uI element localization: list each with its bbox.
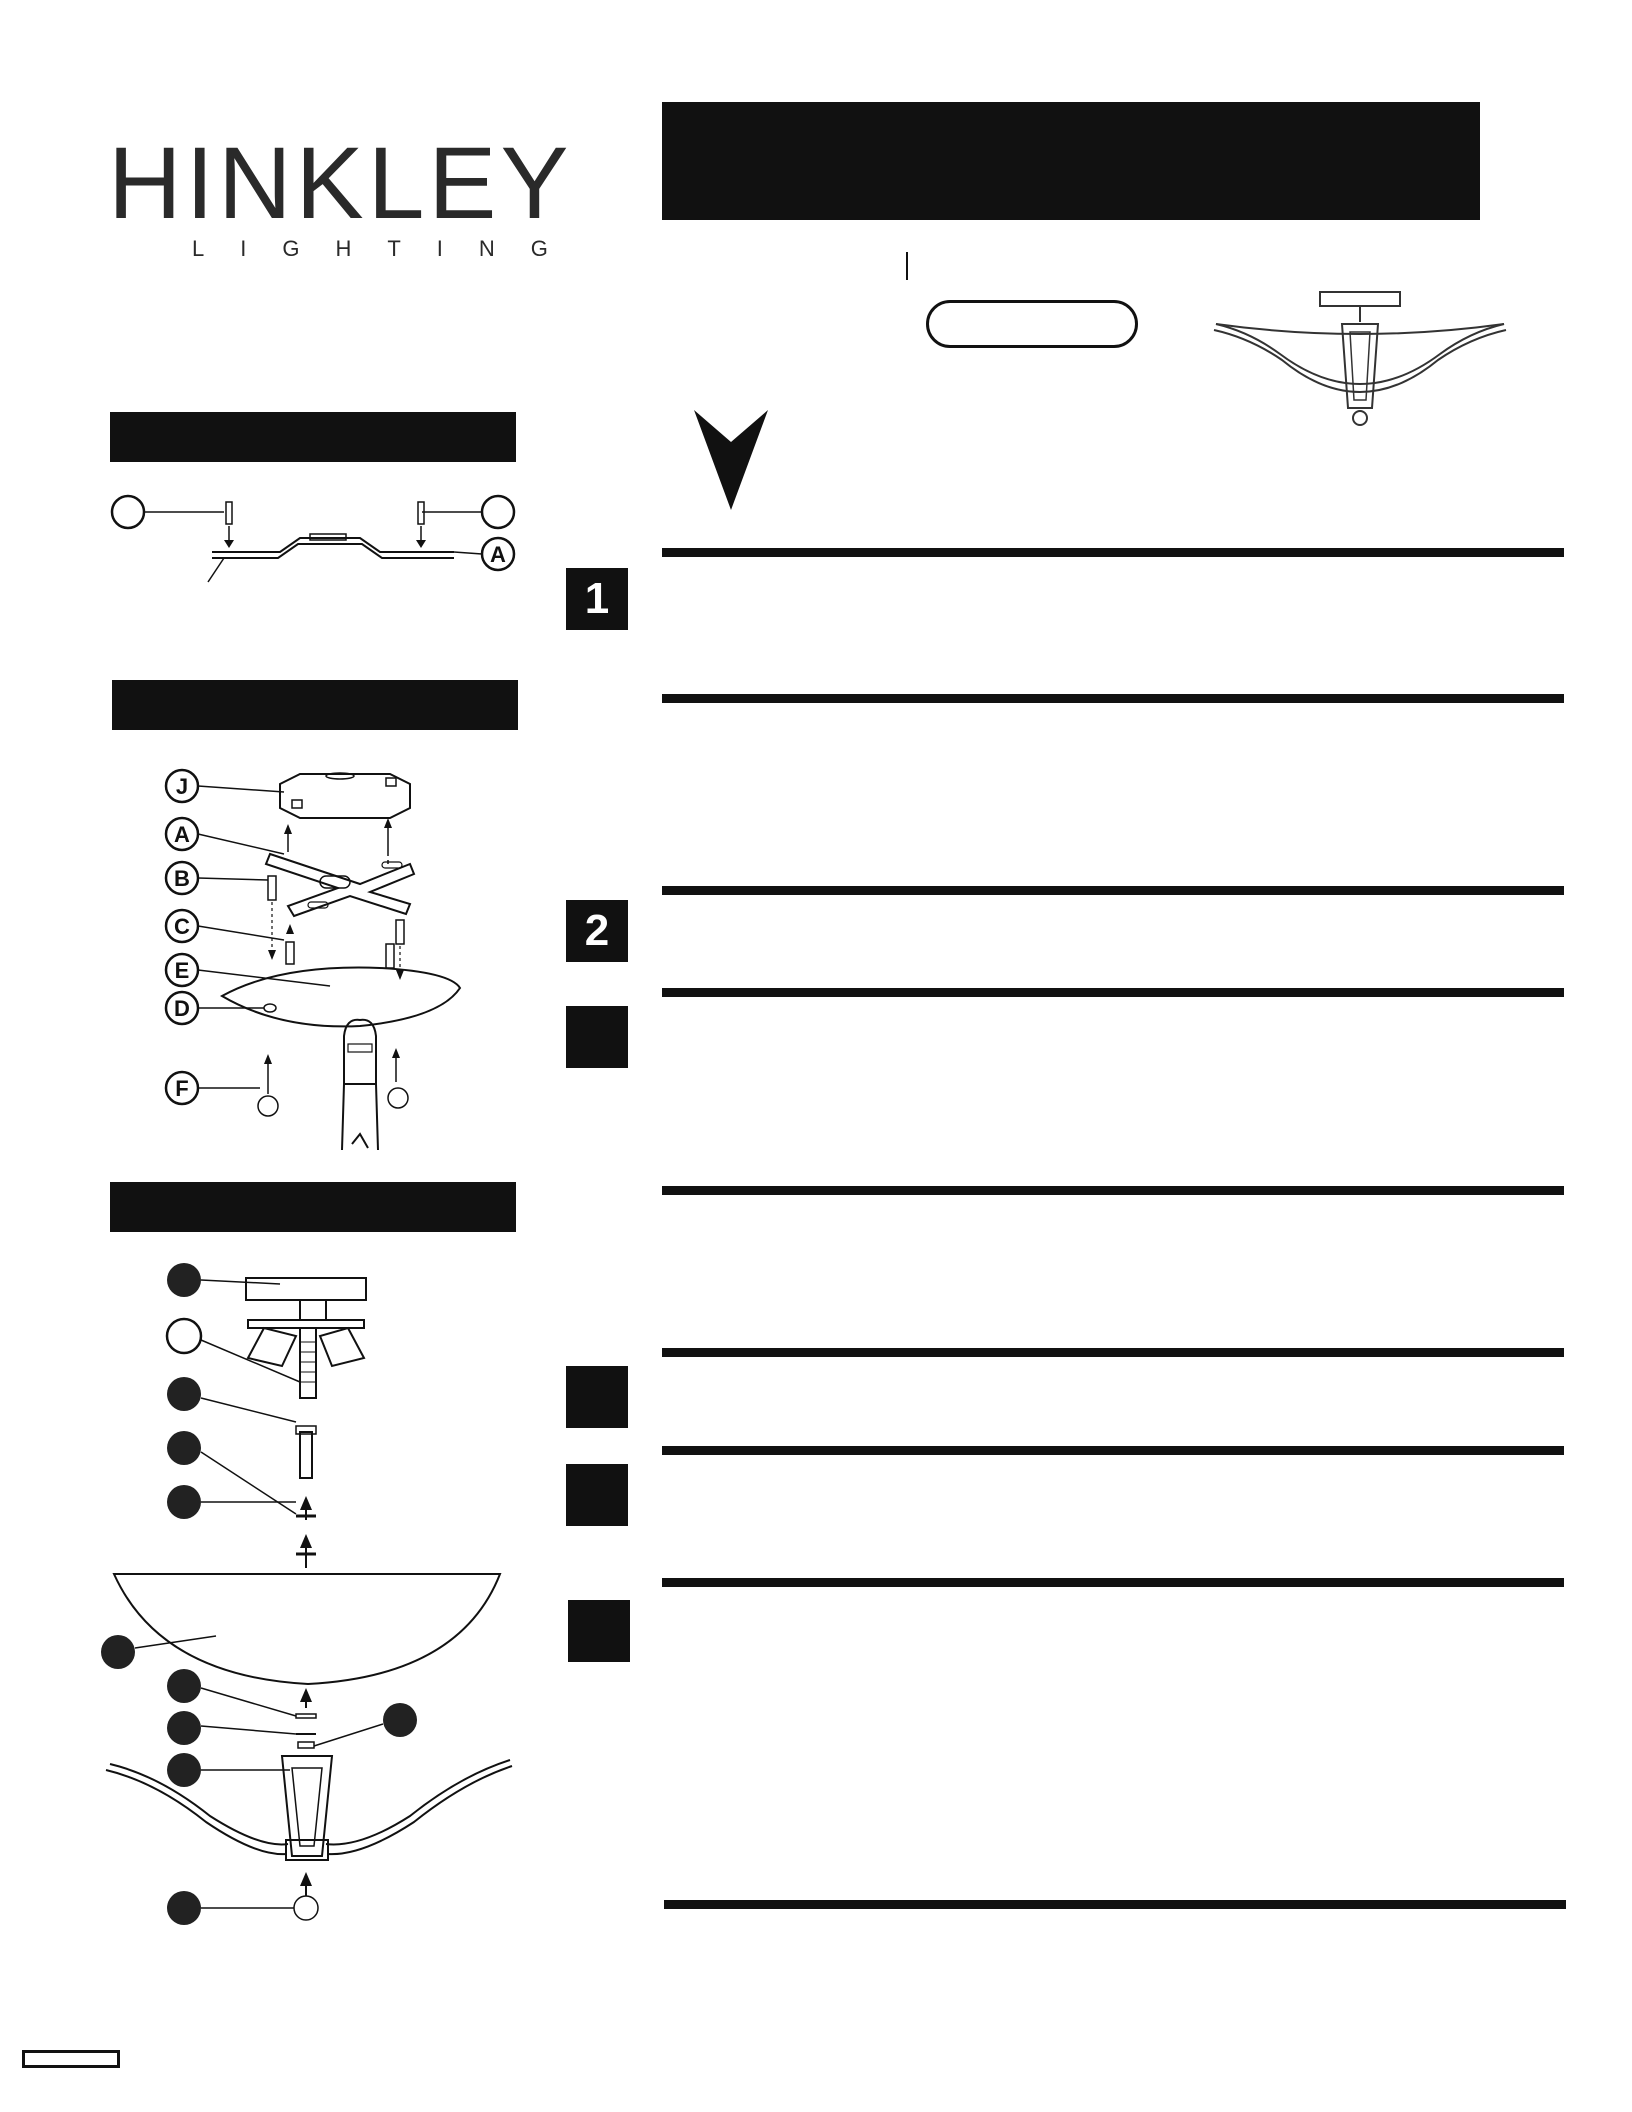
- exploded-parts-diagram: [100, 1256, 520, 1932]
- callout-f-label: F: [175, 1076, 189, 1101]
- callout-c-label: C: [174, 914, 190, 939]
- step-rule-6: [662, 1348, 1564, 1357]
- brand-logo-subline: LIGHTING: [192, 236, 584, 261]
- callout-d-label: D: [174, 996, 190, 1021]
- step-rule-2: [662, 694, 1564, 703]
- down-arrow-icon: [690, 408, 772, 512]
- step-rule-9: [664, 1900, 1566, 1909]
- callout-b-label: B: [174, 866, 190, 891]
- finish-badge: [926, 300, 1138, 348]
- footer-code-box: [22, 2050, 120, 2068]
- section-header-mounting: [112, 680, 518, 730]
- step-number-3: [566, 1006, 628, 1068]
- section-header-strap: [110, 412, 516, 462]
- step-number-5: [566, 1464, 628, 1526]
- step-rule-8: [662, 1578, 1564, 1587]
- step-rule-5: [662, 1186, 1564, 1195]
- step-rule-7: [662, 1446, 1564, 1455]
- callout-j-label: J: [175, 774, 189, 799]
- callout-e-label: E: [174, 958, 190, 983]
- step-number-2: 2: [566, 900, 628, 962]
- section-header-parts: [110, 1182, 516, 1232]
- step-rule-1: [662, 548, 1564, 557]
- step-number-4: [566, 1366, 628, 1428]
- callout-a-label: A: [490, 542, 506, 567]
- brand-logo-wordmark: HINKLEY: [108, 126, 573, 240]
- callout-a-label-2: A: [174, 822, 190, 847]
- step-rule-4: [662, 988, 1564, 997]
- product-illustration: [1210, 284, 1510, 434]
- sku-divider: [906, 252, 908, 280]
- mounting-diagram: [160, 764, 466, 1152]
- step-number-1: 1: [566, 568, 628, 630]
- strap-diagram: [104, 484, 526, 586]
- title-banner: [662, 102, 1480, 220]
- step-rule-3: [662, 886, 1564, 895]
- step-number-6: [568, 1600, 630, 1662]
